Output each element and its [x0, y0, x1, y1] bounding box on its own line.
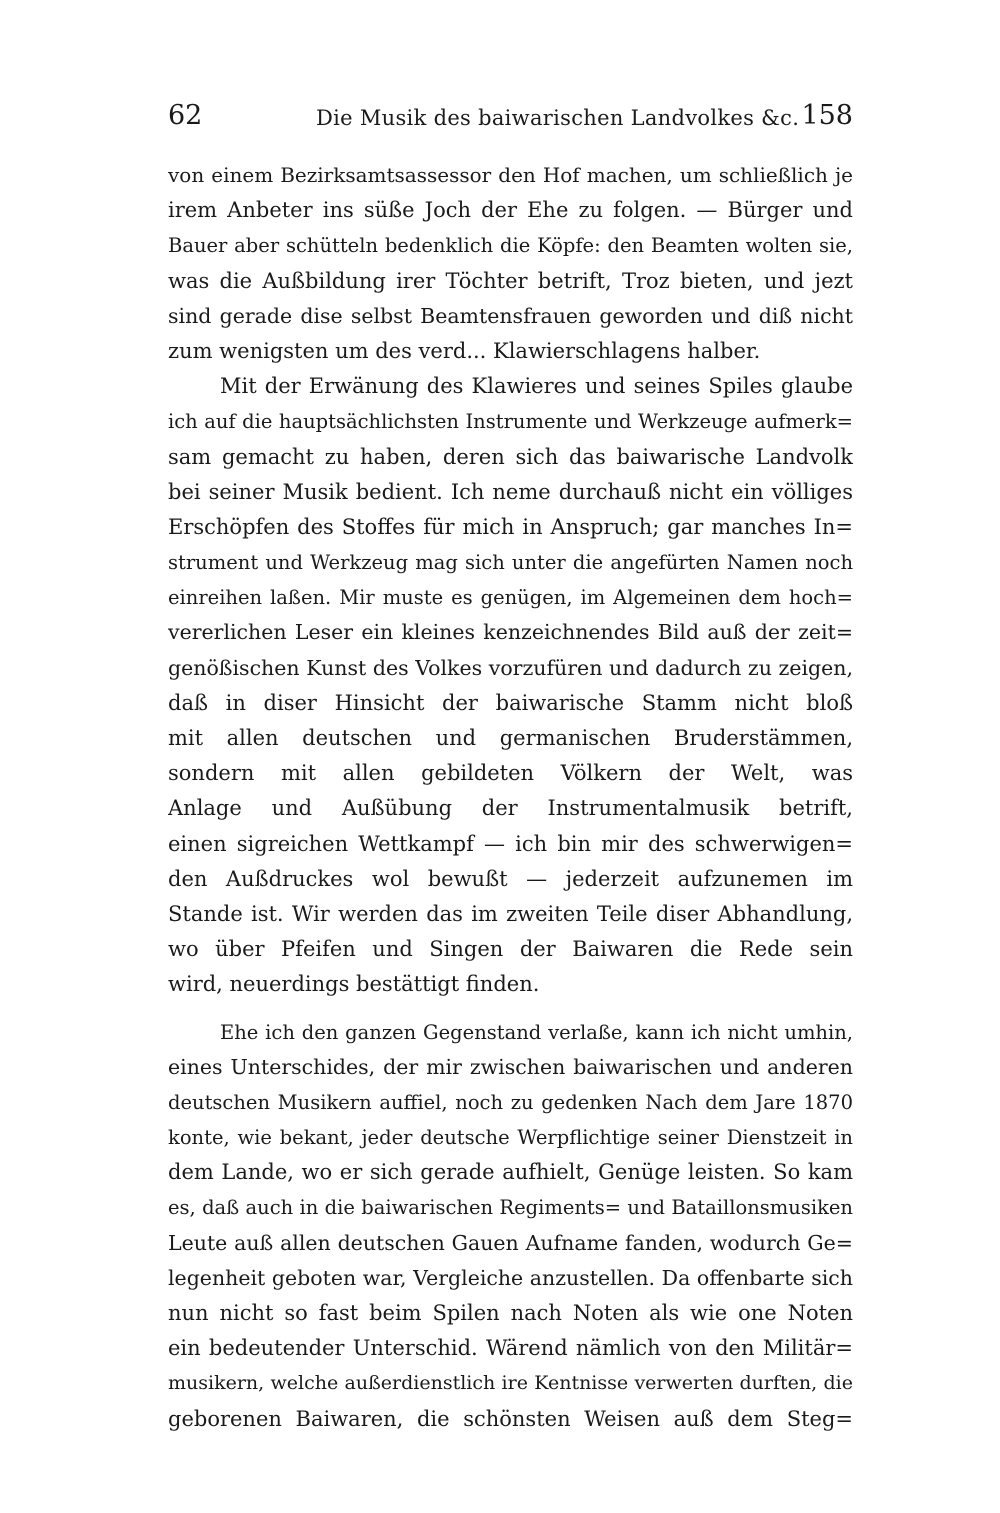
text-line: sam gemacht zu haben, deren sich das baiwarische Landvolk [168, 444, 853, 469]
text-line: musikern, welche außerdienstlich ire Kentnisse verwerten durften, die [168, 1372, 853, 1395]
text-line: wird, neuerdings bestättigt finden. [168, 972, 540, 997]
text-line: Leute auß allen deutschen Gauen Aufname fanden, wodurch Ge= [168, 1230, 853, 1255]
paragraph-gap [168, 1003, 853, 1015]
text-line: Stande ist. Wir werden das im zweiten Teile diser Abhandlung, [168, 901, 853, 926]
text-line: Ehe ich den ganzen Gegenstand verlaße, kann ich nicht umhin, [220, 1020, 853, 1044]
text-line: legenheit geboten war, Vergleiche anzustellen. Da offenbarte sich [168, 1265, 853, 1290]
text-line: genößischen Kunst des Volkes vorzufüren und dadurch zu zeigen, [168, 655, 853, 680]
text-line: vererlichen Leser ein kleines kenzeichnendes Bild auß der zeit= [168, 620, 853, 645]
text-line: sind gerade dise selbst Beamtensfrauen geworden und diß nicht [168, 303, 853, 328]
text-line: dem Lande, wo er sich gerade aufhielt, Genüge leisten. So kam [168, 1160, 853, 1185]
text-line: Erschöpfen des Stoffes für mich in Anspruch; gar manches In= [168, 514, 853, 539]
text-line: Bauer aber schütteln bedenklich die Köpfe: den Beamten wolten sie, [168, 234, 853, 258]
text-line: von einem Bezirksamtsassessor den Hof machen, um schließlich je [168, 163, 853, 187]
text-line: mit allen deutschen und germanischen Bruderstämmen, [168, 726, 853, 750]
page-number: 158 [801, 100, 853, 131]
text-line: Anlage und Außübung der Instrumentalmusik betrift, [168, 796, 853, 821]
page-header [168, 98, 853, 138]
text-line: irem Anbeter ins süße Joch der Ehe zu folgen. — Bürger und [168, 198, 853, 223]
text-line: einen sigreichen Wettkampf — ich bin mir des schwerwigen= [168, 831, 853, 856]
text-line: konte, wie bekant, jeder deutsche Werpflichtige seiner Dienstzeit in [168, 1126, 853, 1150]
text-line: daß in diser Hinsicht der baiwarische Stamm nicht bloß [168, 690, 853, 715]
text-line: ein bedeutender Unterschid. Wärend nämlich von den Militär= [168, 1336, 853, 1361]
text-line: Mit der Erwänung des Klawieres und seines Spiles glaube [220, 374, 853, 399]
text-line: deutschen Musikern auffiel, noch zu gedenken Nach dem Jare 1870 [168, 1090, 853, 1114]
section-number: 62 [168, 100, 203, 131]
text-line: zum wenigsten um des verd... Klawierschlagens halber. [168, 338, 761, 363]
paragraph [168, 158, 853, 369]
body-text [168, 158, 853, 1437]
text-line: eines Unterschides, der mir zwischen baiwarischen und anderen [168, 1054, 853, 1079]
paragraph [168, 369, 853, 1002]
text-line: was die Außbildung irer Töchter betrift, Troz bieten, und jezt [168, 268, 853, 293]
text-line: den Außdruckes wol bewußt — jederzeit aufzunemen im [168, 866, 853, 891]
text-line: bei seiner Musik bedient. Ich neme durchauß nicht ein völliges [168, 479, 853, 504]
text-line: wo über Pfeifen und Singen der Baiwaren die Rede sein [168, 937, 853, 962]
text-line: es, daß auch in die baiwarischen Regiments= und Bataillonsmusiken [168, 1196, 853, 1220]
text-line: ich auf die hauptsächlichsten Instrumente und Werkzeuge aufmerk= [168, 410, 853, 434]
text-line: geborenen Baiwaren, die schönsten Weisen auß dem Steg= [168, 1406, 853, 1431]
text-line: sondern mit allen gebildeten Völkern der Welt, was [168, 761, 853, 786]
text-line: strument und Werkzeug mag sich unter die angefürten Namen noch [168, 551, 853, 575]
text-line: nun nicht so fast beim Spilen nach Noten als wie one Noten [168, 1301, 853, 1325]
running-title: Die Musik des baiwarischen Landvolkes &c. [316, 106, 800, 130]
paragraph [168, 1015, 853, 1437]
text-line: einreihen laßen. Mir muste es genügen, im Algemeinen dem hoch= [168, 586, 853, 610]
